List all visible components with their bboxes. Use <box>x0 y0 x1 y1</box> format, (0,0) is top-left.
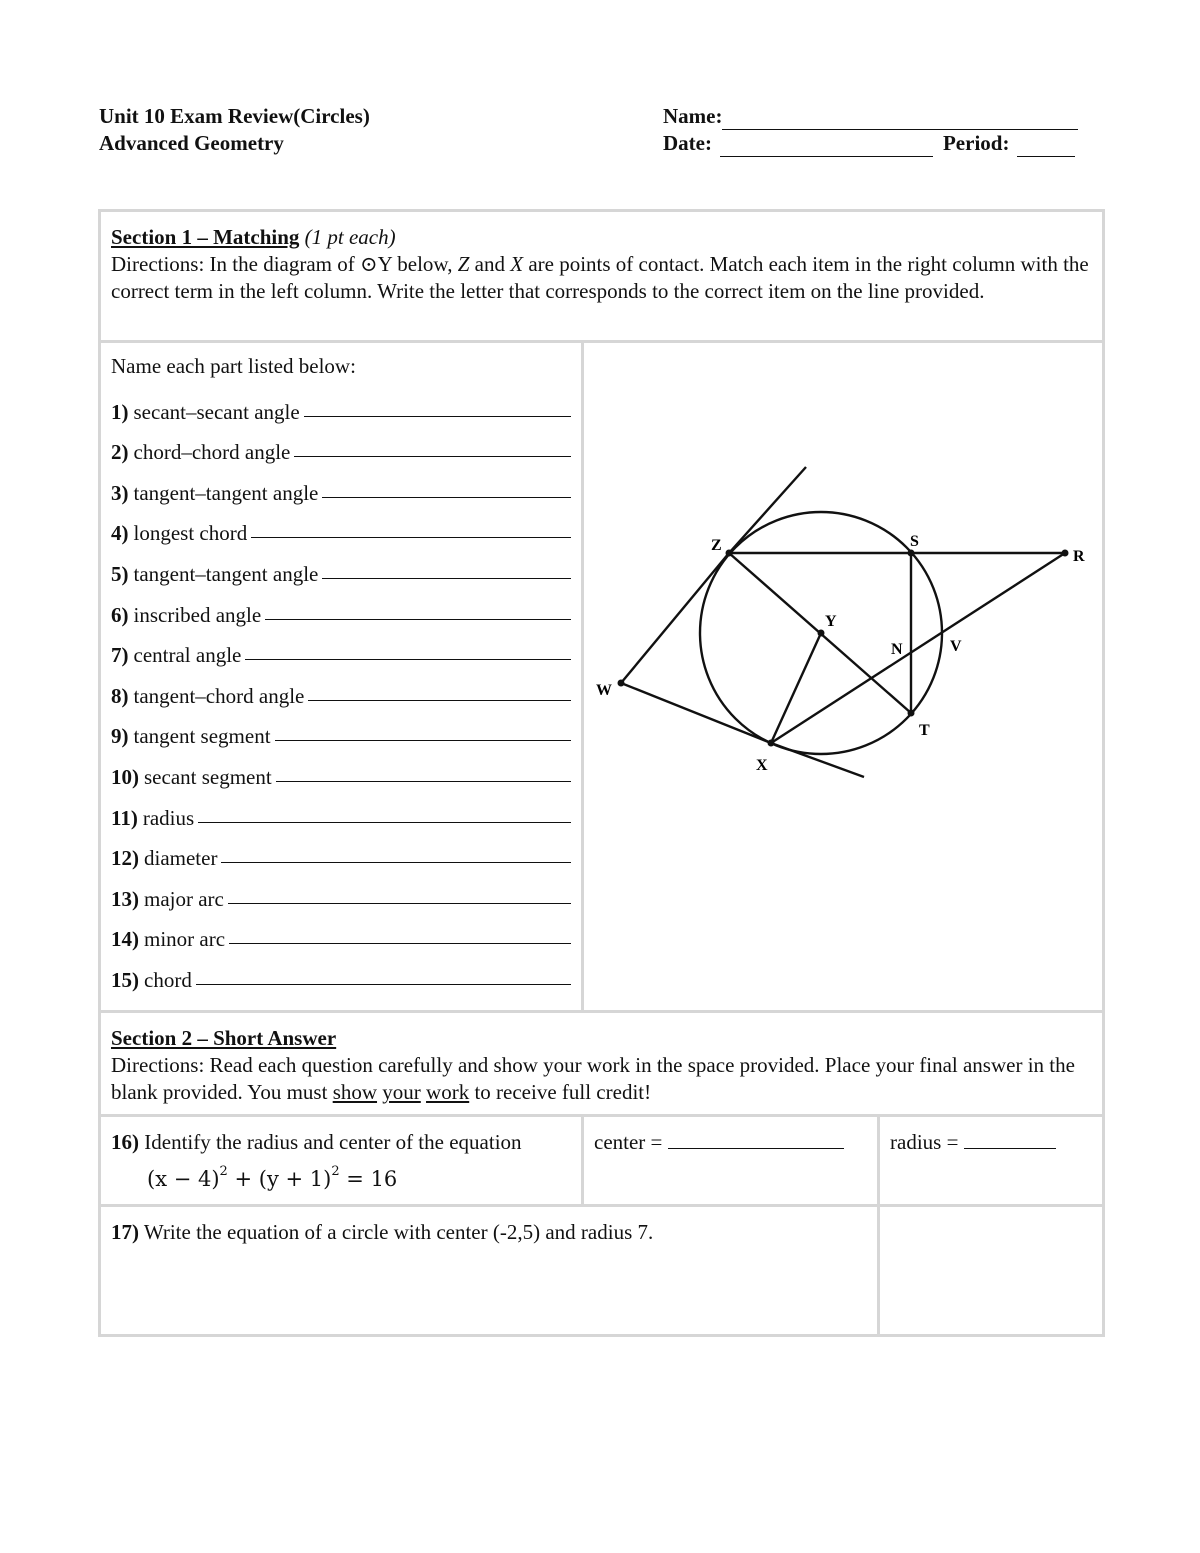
header-left <box>99 103 370 157</box>
tangent-wx <box>621 683 771 743</box>
q17-text: Write the equation of a circle with center (-2,5) and radius 7. <box>143 1220 654 1244</box>
matching-item <box>111 628 571 669</box>
matching-item <box>111 749 571 790</box>
q16-radius-cell <box>879 1116 1104 1206</box>
item-number: 5) <box>111 561 129 586</box>
answer-blank[interactable] <box>228 903 571 904</box>
answer-blank[interactable] <box>276 781 571 782</box>
center-answer-field[interactable] <box>668 1128 844 1149</box>
question-17 <box>100 1206 879 1336</box>
q16-number: 16) <box>111 1130 139 1154</box>
section2-header <box>100 1012 1104 1116</box>
answer-blank[interactable] <box>322 497 571 498</box>
matching-item <box>111 912 571 953</box>
matching-item <box>111 384 571 425</box>
section2-title: Section 2 – Short Answer <box>111 1026 337 1050</box>
name-row <box>663 103 1093 130</box>
item-number: 9) <box>111 724 129 749</box>
answer-blank[interactable] <box>251 537 571 538</box>
name-label: Name: <box>663 104 723 128</box>
circle-symbol: ⊙ <box>360 252 378 276</box>
radius-answer-field[interactable] <box>964 1128 1056 1149</box>
section1-points: (1 pt each) <box>304 225 396 249</box>
label-v: V <box>950 638 962 655</box>
label-t: T <box>919 722 930 739</box>
matching-item <box>111 871 571 912</box>
point-y <box>818 630 825 637</box>
item-number: 6) <box>111 602 129 627</box>
answer-blank[interactable] <box>304 416 571 417</box>
radius-label: radius = <box>890 1130 959 1154</box>
items-intro: Name each part listed below: <box>111 354 356 378</box>
item-label: central angle <box>133 643 242 668</box>
tangent-zw <box>621 553 729 683</box>
item-label: longest chord <box>133 521 248 546</box>
answer-blank[interactable] <box>265 619 571 620</box>
item-list <box>111 384 571 993</box>
header-right <box>663 103 1093 157</box>
section1-header <box>100 211 1104 342</box>
answer-blank[interactable] <box>198 822 571 823</box>
date-label: Date: <box>663 131 712 155</box>
section1-directions: Directions: In the diagram of ⊙Y below, Z and X are points of contact. Match each item in the right column with the correct term in the left column. Write the letter that corresponds to the correct item on the line provided. <box>111 252 1089 303</box>
item-number: 4) <box>111 521 129 546</box>
item-label: tangent–tangent angle <box>133 480 319 505</box>
point-r <box>1062 550 1069 557</box>
matching-item <box>111 587 571 628</box>
matching-item <box>111 790 571 831</box>
answer-blank[interactable] <box>294 456 571 457</box>
name-field[interactable] <box>722 109 1078 130</box>
item-label: radius <box>142 805 195 830</box>
item-label: major arc <box>144 886 224 911</box>
label-w: W <box>596 682 612 699</box>
point-s <box>908 550 915 557</box>
item-number: 7) <box>111 643 129 668</box>
point-t <box>908 710 915 717</box>
date-field[interactable] <box>720 136 933 157</box>
matching-item <box>111 831 571 872</box>
item-number: 12) <box>111 846 139 871</box>
q17-answer-cell[interactable] <box>879 1206 1104 1336</box>
exam-title: Unit 10 Exam Review(Circles) <box>99 104 370 128</box>
matching-item <box>111 506 571 547</box>
label-s: S <box>910 533 919 550</box>
item-label: tangent–chord angle <box>133 683 305 708</box>
q16-equation: $(x - 4)^2 + (y + 1)^2 = 16$ <box>147 1164 398 1191</box>
section2-directions: Directions: Read each question carefully and show your work in the space provided. Place your final answer in the blank provided. You must show your work to receive full credit! <box>111 1053 1075 1104</box>
course-name: Advanced Geometry <box>99 131 284 155</box>
item-number: 3) <box>111 480 129 505</box>
label-x: X <box>756 757 768 774</box>
q16-text: Identify the radius and center of the equation <box>144 1130 522 1154</box>
point-x <box>768 740 775 747</box>
answer-blank[interactable] <box>221 862 571 863</box>
answer-blank[interactable] <box>229 943 571 944</box>
item-label: secant segment <box>144 764 272 789</box>
item-number: 13) <box>111 886 139 911</box>
matching-item <box>111 952 571 993</box>
item-number: 15) <box>111 967 139 992</box>
matching-item <box>111 425 571 466</box>
answer-blank[interactable] <box>245 659 571 660</box>
item-label: diameter <box>144 846 218 871</box>
matching-item <box>111 668 571 709</box>
answer-blank[interactable] <box>196 984 571 985</box>
question-16 <box>100 1116 583 1206</box>
item-label: minor arc <box>144 927 226 952</box>
item-number: 11) <box>111 805 138 830</box>
item-number: 14) <box>111 927 139 952</box>
tangent-z-extension <box>729 467 806 553</box>
point-w <box>618 680 625 687</box>
item-number: 2) <box>111 440 129 465</box>
matching-item <box>111 546 571 587</box>
answer-blank[interactable] <box>275 740 571 741</box>
center-label: center = <box>594 1130 663 1154</box>
label-y: Y <box>825 613 837 630</box>
circle-diagram <box>583 342 1104 1012</box>
matching-item <box>111 465 571 506</box>
tangent-x-extension <box>771 743 864 777</box>
answer-blank[interactable] <box>322 578 571 579</box>
item-number: 10) <box>111 764 139 789</box>
item-number: 8) <box>111 683 129 708</box>
item-label: tangent segment <box>133 724 271 749</box>
answer-blank[interactable] <box>308 700 571 701</box>
q16-center-cell <box>583 1116 879 1206</box>
label-n: N <box>891 641 903 658</box>
item-label: chord–chord angle <box>133 440 291 465</box>
item-number: 1) <box>111 399 129 424</box>
period-label: Period: <box>942 131 1010 155</box>
item-label: secant–secant angle <box>133 399 300 424</box>
item-label: inscribed angle <box>133 602 262 627</box>
period-field[interactable] <box>1017 136 1075 157</box>
circle-diagram-svg <box>584 343 1103 1007</box>
item-label: chord <box>144 967 192 992</box>
exam-table <box>98 209 1105 1337</box>
point-z <box>726 550 733 557</box>
matching-items <box>100 342 583 1012</box>
section1-title: Section 1 – Matching <box>111 225 300 249</box>
label-z: Z <box>711 537 722 554</box>
date-row <box>663 130 1093 157</box>
q17-number: 17) <box>111 1220 139 1244</box>
item-label: tangent–tangent angle <box>133 561 319 586</box>
matching-item <box>111 709 571 750</box>
label-r: R <box>1073 548 1085 565</box>
